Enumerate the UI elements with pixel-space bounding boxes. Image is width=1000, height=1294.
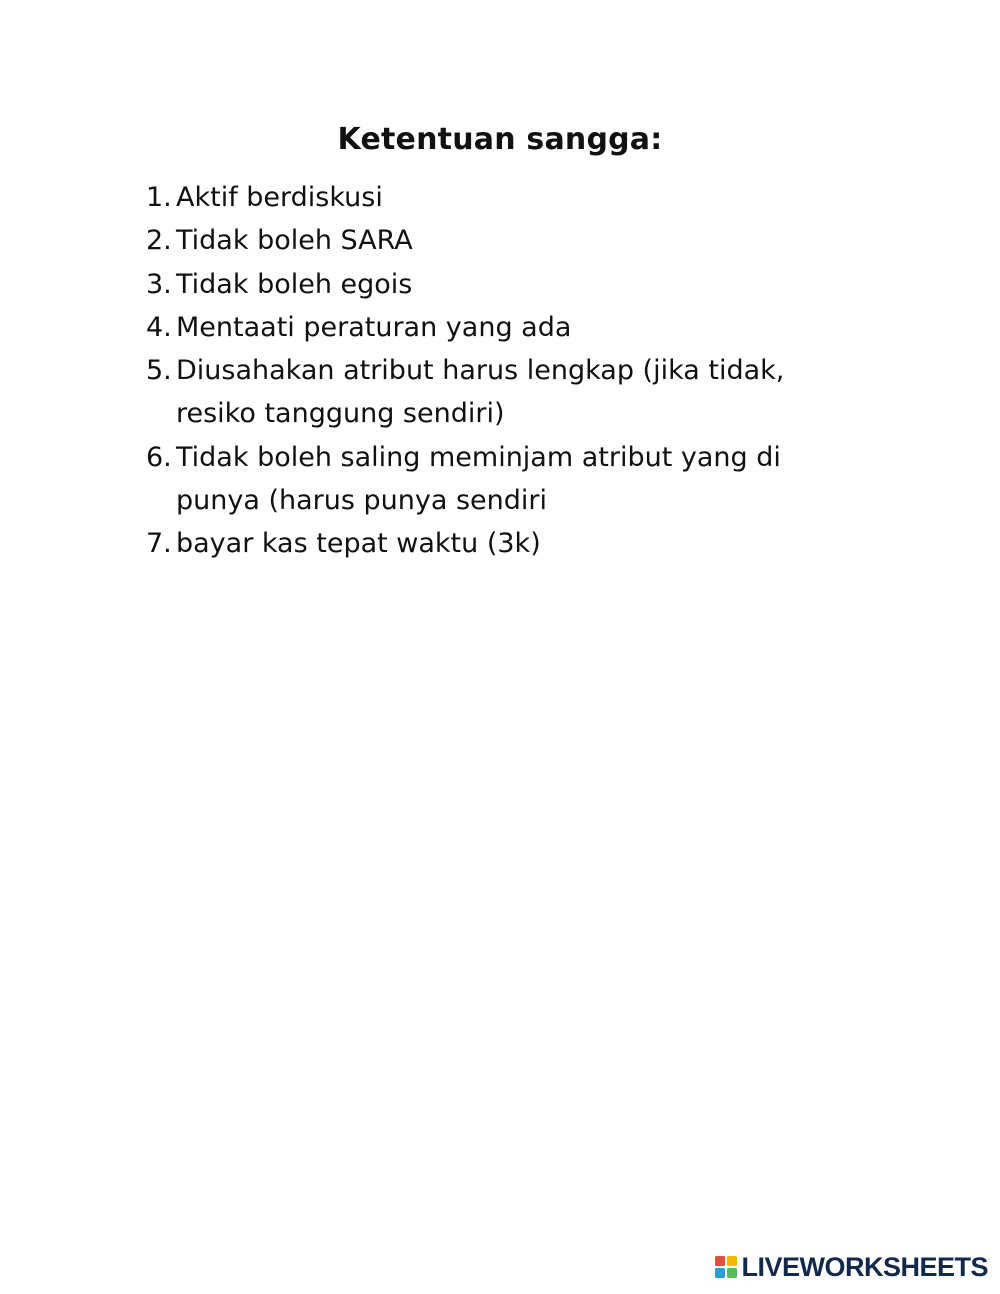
item-text: Diusahakan atribut harus lengkap (jika tidak, resiko tanggung sendiri) xyxy=(176,355,785,430)
list-item xyxy=(146,219,826,262)
item-number: 4. xyxy=(146,311,172,343)
item-text: Mentaati peraturan yang ada xyxy=(176,311,572,343)
list-item xyxy=(146,349,826,436)
item-number: 2. xyxy=(146,225,172,257)
liveworksheets-logo-icon xyxy=(715,1256,737,1278)
page-title: Ketentuan sangga: xyxy=(337,122,663,157)
item-number: 3. xyxy=(146,268,172,300)
item-text: Tidak boleh SARA xyxy=(176,225,413,257)
item-text: Tidak boleh saling meminjam atribut yang di punya (harus punya sendiri xyxy=(176,441,781,517)
list-item xyxy=(146,263,826,306)
item-number: 6. xyxy=(146,441,172,473)
list-item xyxy=(146,176,826,219)
list-item xyxy=(146,522,826,565)
logo-square-v xyxy=(715,1268,725,1278)
item-text: Aktif berdiskusi xyxy=(176,182,383,213)
item-number: 1. xyxy=(146,182,172,213)
logo-square-l xyxy=(715,1256,725,1266)
item-number: 7. xyxy=(146,528,172,560)
list-item xyxy=(146,306,826,349)
logo-square-i xyxy=(727,1256,737,1266)
list-item xyxy=(146,436,826,523)
item-number: 5. xyxy=(146,355,172,387)
brand-name: LIVEWORKSHEETS xyxy=(741,1252,988,1282)
item-text: bayar kas tepat waktu (3k) xyxy=(176,528,541,560)
rules-list xyxy=(146,176,826,566)
logo-square-e xyxy=(727,1268,737,1278)
item-text: Tidak boleh egois xyxy=(176,268,413,300)
liveworksheets-watermark xyxy=(715,1252,988,1282)
